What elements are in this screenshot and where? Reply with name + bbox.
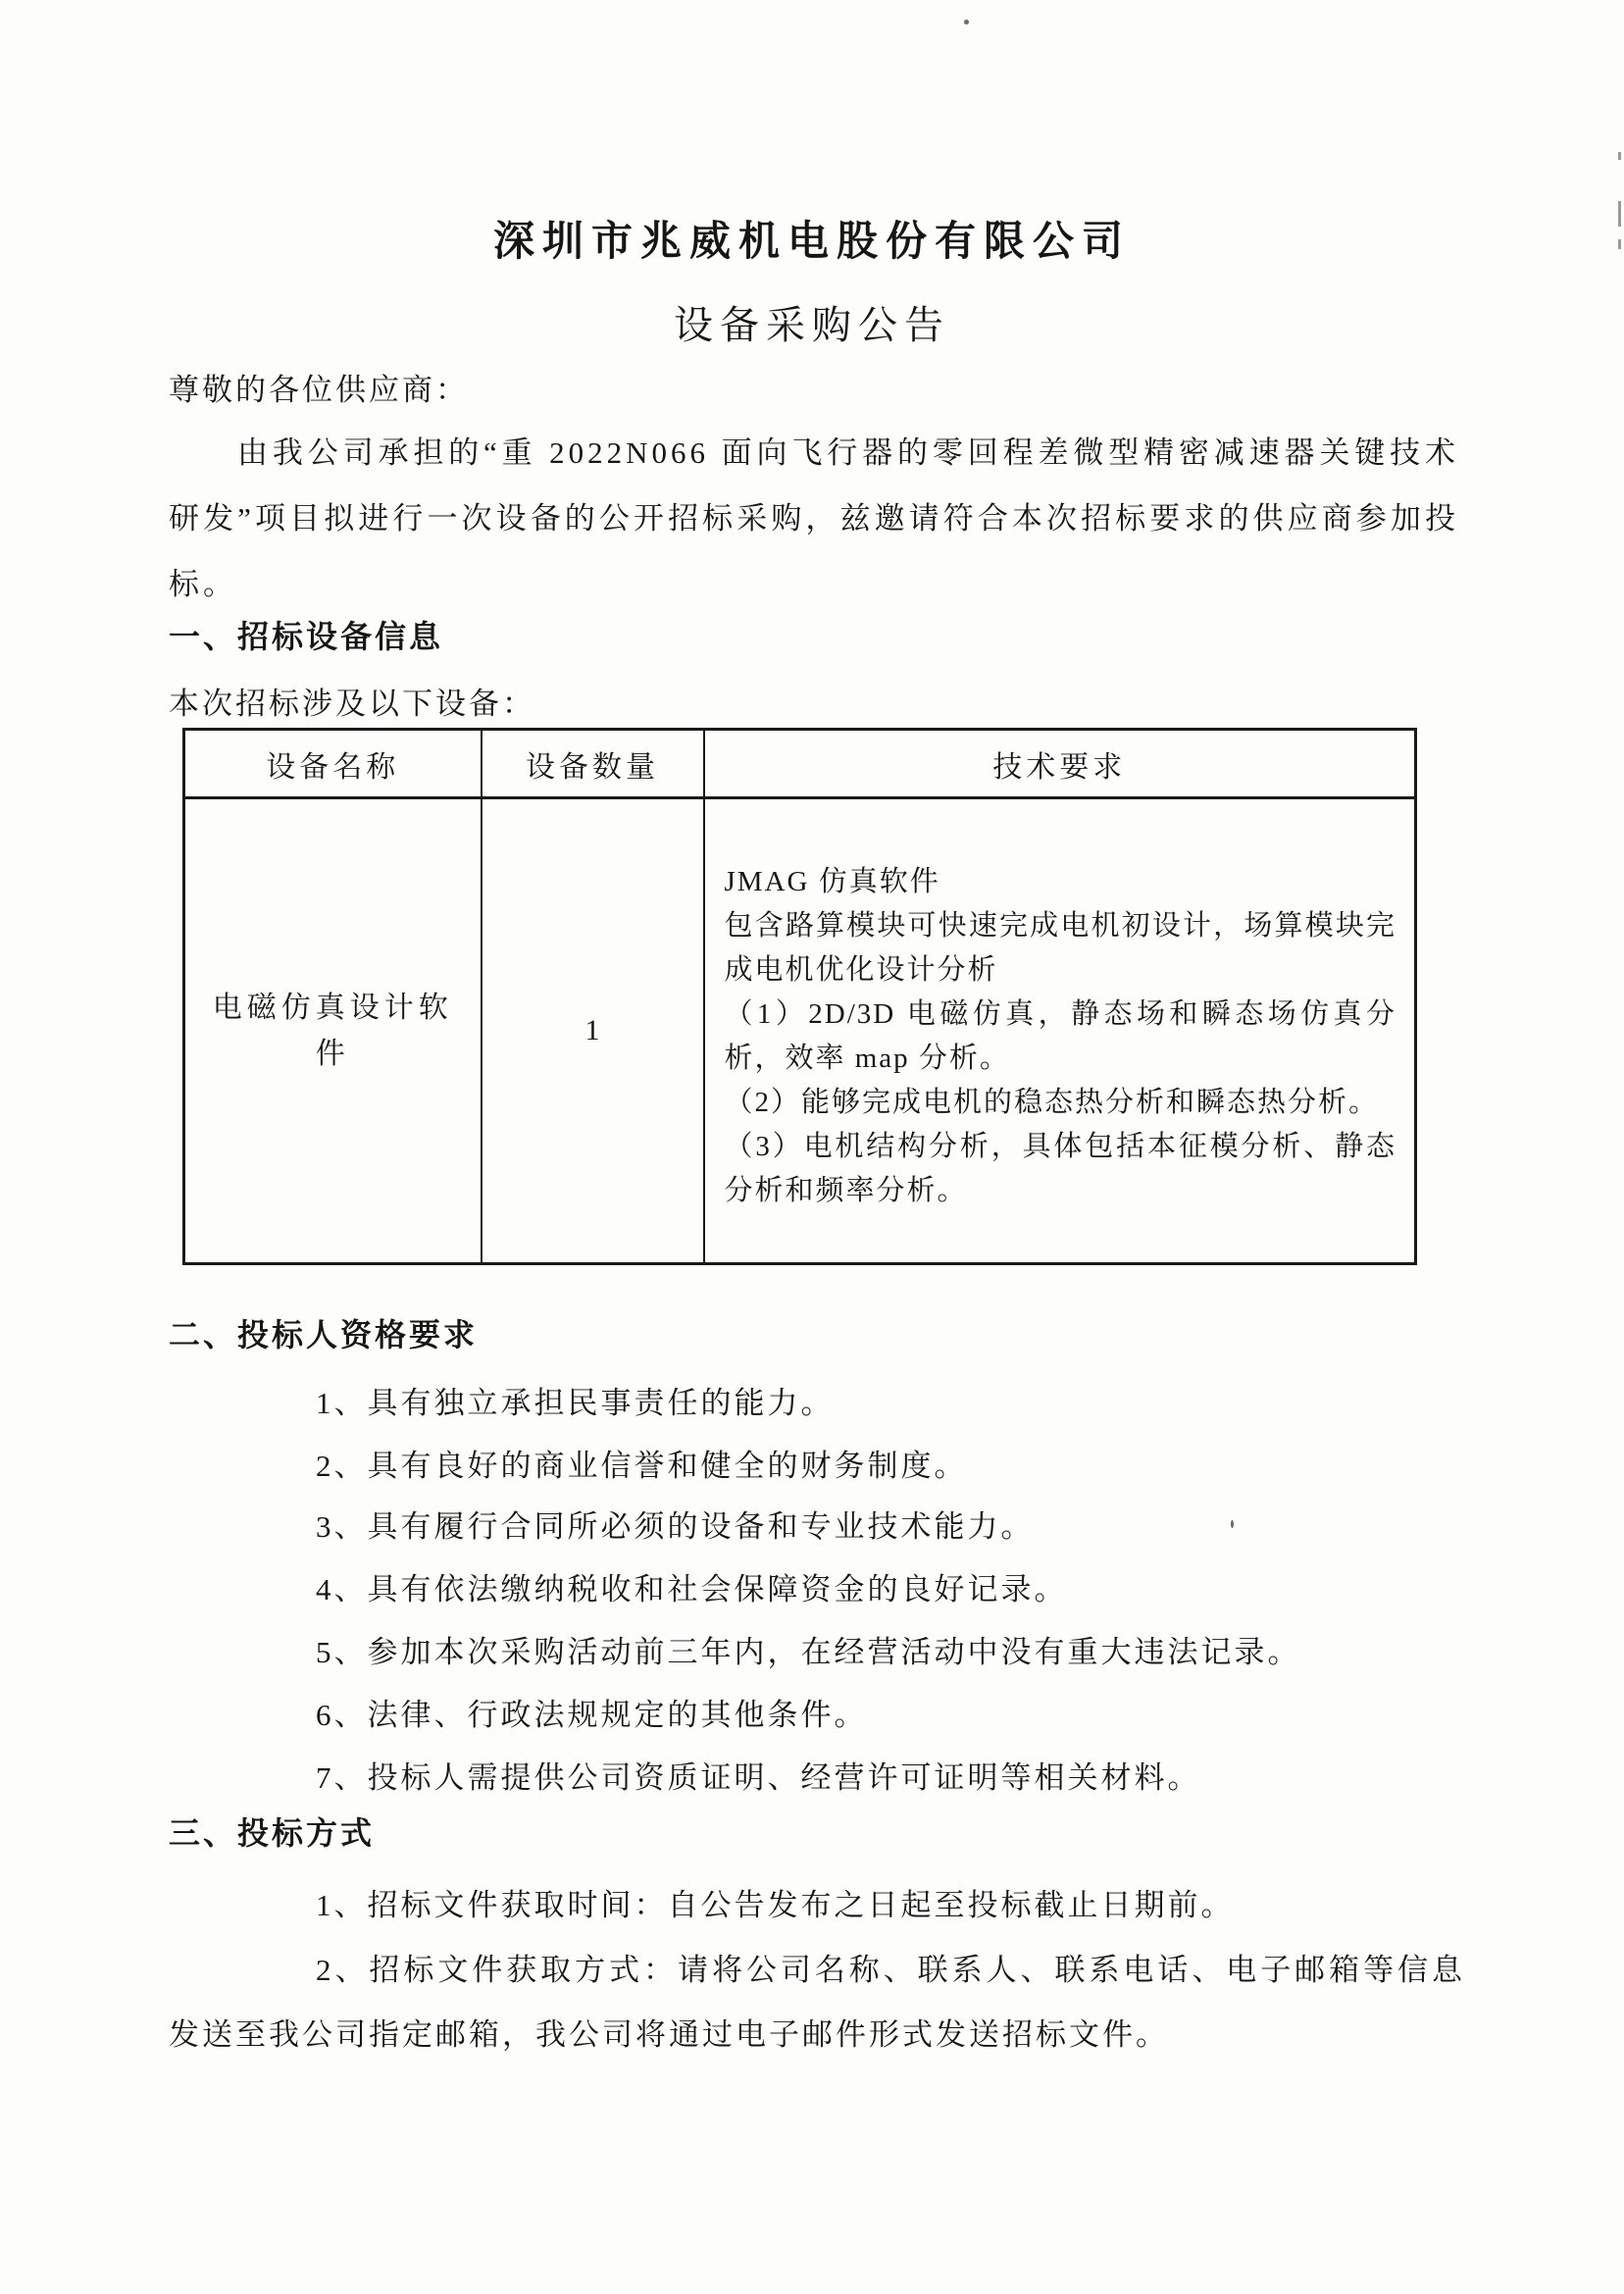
device-quantity-cell: 1 xyxy=(482,798,704,1264)
qualification-item-1: 1、具有独立承担民事责任的能力。 xyxy=(316,1386,835,1420)
greeting-line: 尊敬的各位供应商： xyxy=(169,373,469,407)
equipment-table xyxy=(182,728,1417,1265)
requirement-line: （1）2D/3D 电磁仿真，静态场和瞬态场仿真分析，效率 map 分析。 xyxy=(724,998,1396,1074)
qualification-item-5: 5、参加本次采购活动前三年内，在经营活动中没有重大违法记录。 xyxy=(316,1635,1301,1669)
scan-edge-mark xyxy=(1618,152,1621,160)
table-row xyxy=(184,798,1416,1264)
column-header-device-quantity: 设备数量 xyxy=(482,730,704,798)
equipment-table-header xyxy=(184,730,1416,798)
qualification-item-7: 7、投标人需提供公司资质证明、经营许可证明等相关材料。 xyxy=(316,1760,1201,1795)
requirement-line: （3）电机结构分析，具体包括本征模分析、静态分析和频率分析。 xyxy=(724,1131,1396,1206)
intro-paragraph: 由我公司承担的“重 2022N066 面向飞行器的零回程差微型精密减速器关键技术研发”项目拟进行一次设备的公开招标采购，兹邀请符合本次招标要求的供应商参加投标。 xyxy=(169,435,1459,601)
scan-speck xyxy=(964,20,969,25)
requirement-line: （2）能够完成电机的稳态热分析和瞬态热分析。 xyxy=(724,1087,1380,1118)
section2-heading: 二、投标人资格要求 xyxy=(169,1317,479,1352)
qualification-item-2: 2、具有良好的商业信誉和健全的财务制度。 xyxy=(316,1449,968,1483)
company-title: 深圳市兆威机电股份有限公司 xyxy=(492,220,1131,265)
requirement-line: 包含路算模块可快速完成电机初设计，场算模块完成电机优化设计分析 xyxy=(724,910,1396,986)
qualification-item-3: 3、具有履行合同所必须的设备和专业技术能力。 xyxy=(316,1509,1035,1544)
column-header-tech-requirements: 技术要求 xyxy=(704,730,1416,798)
bidding-method-item-2: 2、招标文件获取方式：请将公司名称、联系人、联系电话、电子邮箱等信息发送至我公司指定邮箱，我公司将通过电子邮件形式发送招标文件。 xyxy=(169,1953,1465,2052)
table-lead-text: 本次招标涉及以下设备： xyxy=(169,687,535,721)
qualification-item-6: 6、法律、行政法规规定的其他条件。 xyxy=(316,1698,868,1732)
column-header-device-name: 设备名称 xyxy=(184,730,482,798)
section3-heading: 三、投标方式 xyxy=(169,1815,376,1851)
table-header-row xyxy=(184,730,1416,798)
device-name-cell: 电磁仿真设计软件 xyxy=(184,798,482,1264)
tech-requirements-cell xyxy=(704,798,1416,1264)
section1-heading: 一、招标设备信息 xyxy=(169,619,444,654)
qualification-item-4: 4、具有依法缴纳税收和社会保障资金的良好记录。 xyxy=(316,1572,1068,1606)
page-title: 设备采购公告 xyxy=(674,303,950,347)
requirement-line: JMAG 仿真软件 xyxy=(724,866,940,897)
bidding-method-item-1: 1、招标文件获取时间：自公告发布之日起至投标截止日期前。 xyxy=(316,1888,1235,1922)
